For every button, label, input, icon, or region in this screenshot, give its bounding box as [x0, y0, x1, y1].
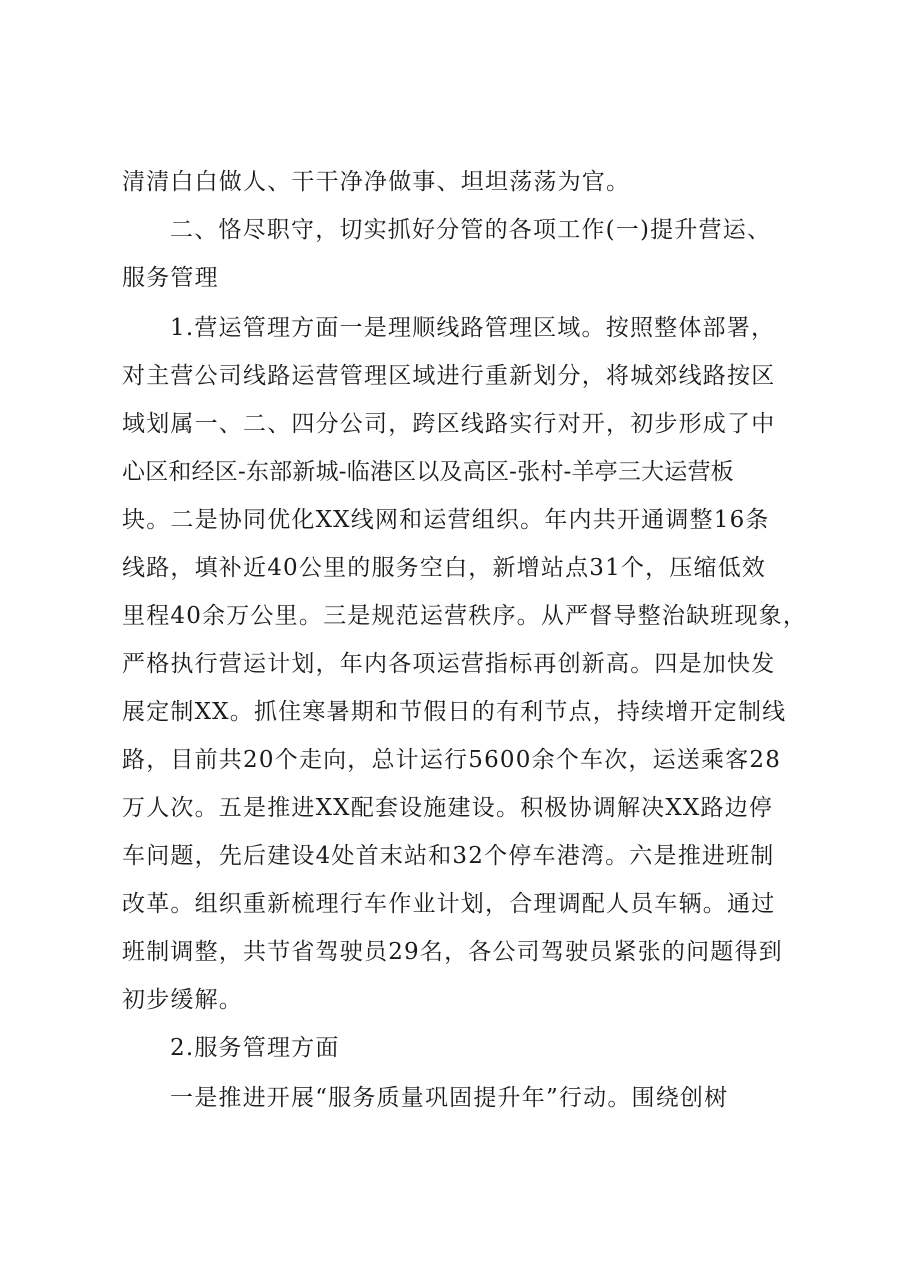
text-line: 路，目前共20个走向，总计运行5600余个车次，运送乘客28 [122, 747, 782, 773]
text-line: 一是推进开展“服务质量巩固提升年”行动。围绕创树 [170, 1085, 729, 1111]
text-line: 万人次。五是推进XX配套设施建设。积极协调解决XX路边停 [122, 795, 774, 821]
section-heading-continuation: 服务管理 [122, 265, 219, 291]
text-line: 车问题，先后建设4处首末站和32个停车港湾。六是推进班制 [122, 843, 775, 869]
subsection-heading: 2.服务管理方面 [170, 1035, 340, 1061]
text-line: 域划属一、二、四分公司，跨区线路实行对开，初步形成了中 [122, 411, 776, 437]
section-heading: 二、恪尽职守，切实抓好分管的各项工作(一)提升营运、 [170, 217, 772, 243]
text-line: 清清白白做人、干干净净做事、坦坦荡荡为官。 [122, 169, 631, 195]
text-line: 里程40余万公里。三是规范运营秩序。从严督导整治缺班现象， [122, 603, 808, 629]
text-line: 严格执行营运计划，年内各项运营指标再创新高。四是加快发 [122, 651, 776, 677]
text-line: 初步缓解。 [122, 987, 243, 1013]
text-line: 改革。组织重新梳理行车作业计划，合理调配人员车辆。通过 [122, 891, 776, 917]
text-line: 展定制XX。抓住寒暑期和节假日的有利节点，持续增开定制线 [122, 699, 787, 725]
text-line: 心区和经区-东部新城-临港区以及高区-张村-羊亭三大运营板 [122, 459, 734, 485]
text-line: 对主营公司线路运营管理区域进行重新划分，将城郊线路按区 [122, 363, 776, 389]
text-line: 1.营运管理方面一是理顺线路管理区域。按照整体部署， [170, 315, 776, 341]
text-line: 线路，填补近40公里的服务空白，新增站点31个，压缩低效 [122, 555, 767, 581]
text-line: 班制调整，共节省驾驶员29名，各公司驾驶员紧张的问题得到 [122, 939, 783, 965]
text-line: 块。二是协同优化XX线网和运营组织。年内共开通调整16条 [122, 507, 770, 533]
